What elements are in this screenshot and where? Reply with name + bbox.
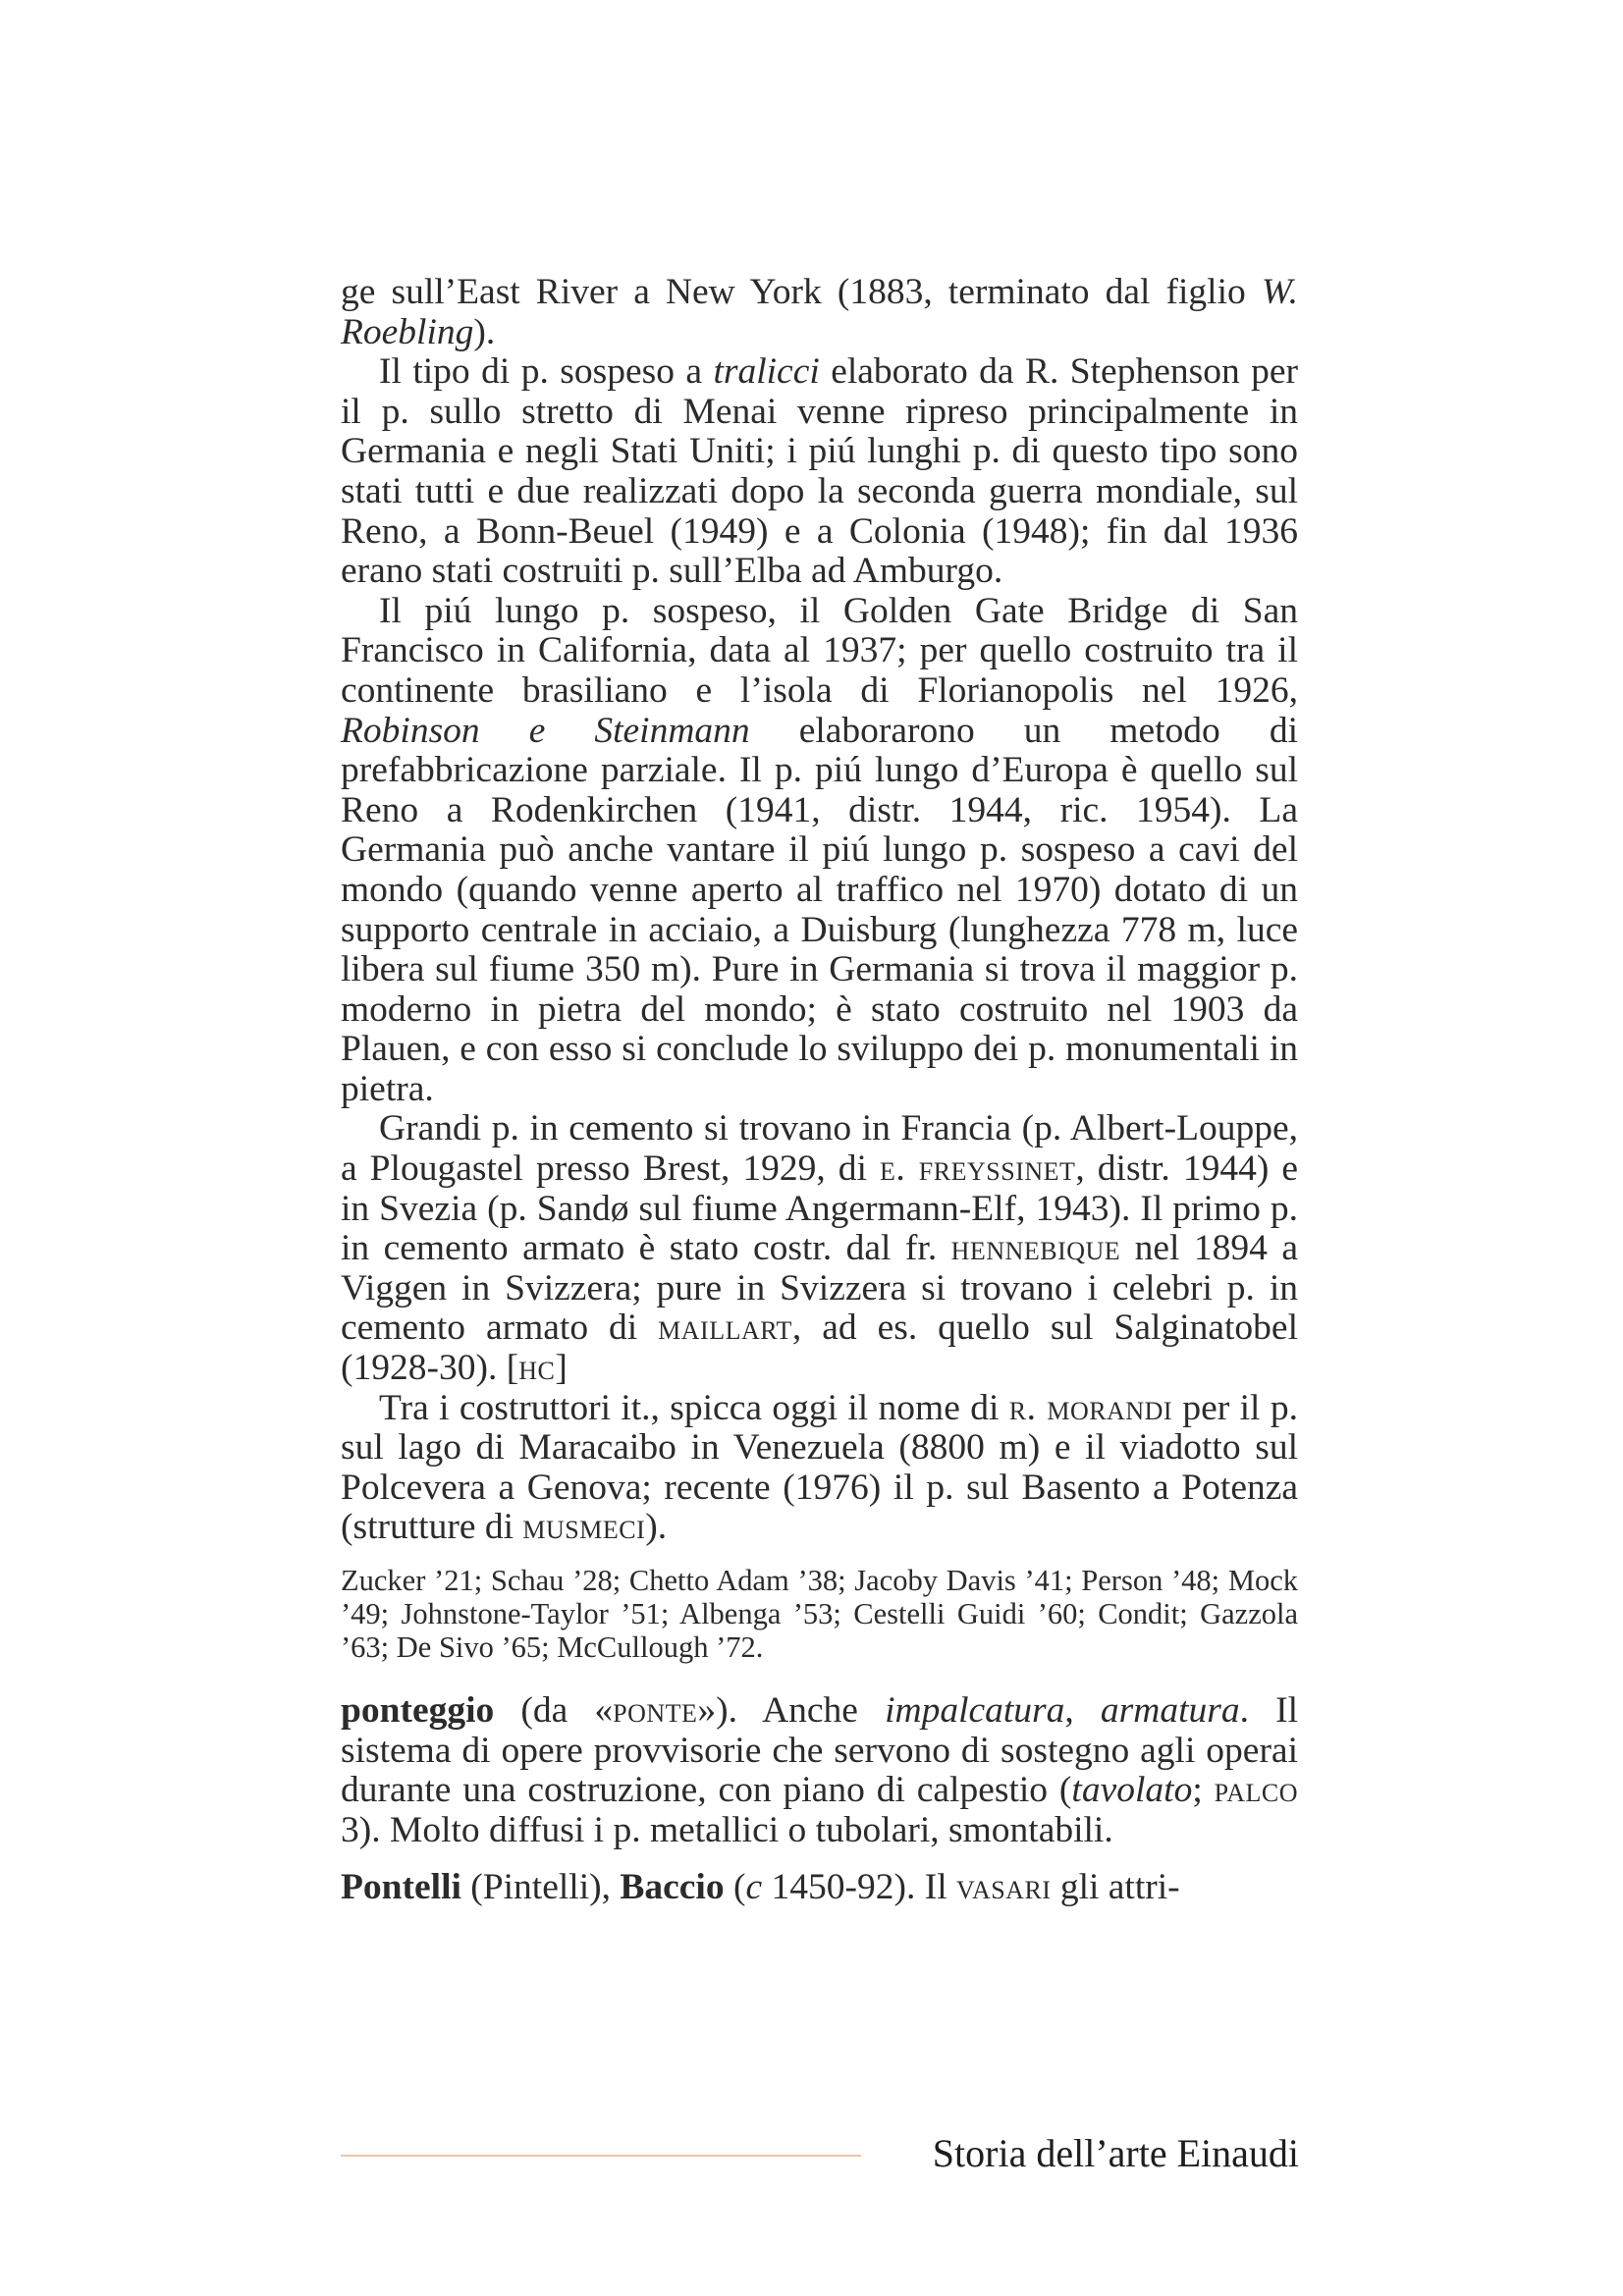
entry-headword: Baccio [620,1867,725,1908]
text-run: , [1064,1690,1101,1731]
text-run: ( [724,1867,746,1908]
text-run: »). Anche [697,1690,886,1731]
text-run: nel 1894 a Viggen in Svizzera; pure in Svizzera si trovano i celebri p. in cemento armato di [341,1228,1298,1349]
italic-run: tralicci [713,351,820,393]
bibliography-references: Zucker ’21; Schau ’28; Chetto Adam ’38; Jacoby Davis ’41; Person ’48; Mock ’49; Johnstone-Taylor ’51; Albenga ’53; Cestelli Guidi ’60; Condit; Gazzola ’63; De Sivo ’65; McCullough ’72. [341,1564,1298,1664]
text-run: , distr. 1944) e in Svezia (p. Sandø sul fiume Angermann-Elf, 1943). Il primo p. in cemento armato è stato costr. dal fr. [341,1148,1298,1269]
small-caps-run: hennebique [950,1228,1121,1269]
italic-run: tavolato [1071,1770,1193,1811]
text-run: gli attri- [1051,1867,1180,1908]
text-run: 1450-92). Il [762,1867,957,1908]
small-caps-run: maillart [658,1308,792,1349]
text-run: elaborarono un metodo di prefabbricazione parziale. Il p. piú lungo d’Europa è quello sul Reno a Rodenkirchen (1941, distr. 1944, ric. 1954). La Germania può anche vantare il piú lungo p. sospeso a cavi del mondo (quando venne aperto al traffico nel 1970) dotato di un supporto centrale in acciaio, a Duisburg (lunghezza 778 m, luce libera sul fiume 350 m). Pure in Germania si trova il maggior p. moderno in pietra del mondo; è stato costruito nel 1903 da Plauen, e con esso si conclude lo sviluppo dei p. monumentali in pietra. [341,710,1298,1109]
text-run: ). [645,1507,668,1548]
text-run: ; [1192,1770,1215,1811]
entry-pontelli [341,1868,1298,1908]
text-run: . Il sistema di opere provvisorie che servono di sostegno agli operai durante una costruzione, con piano di calpestio ( [341,1690,1298,1811]
small-caps-run: hc [518,1348,556,1389]
paragraph-morandi [341,1389,1298,1548]
text-run: ] [555,1348,568,1389]
italic-run: impalcatura [885,1690,1065,1731]
entry-ponteggio [341,1691,1298,1850]
small-caps-run: vasari [956,1867,1052,1908]
italic-run: Robinson e Steinmann [341,710,750,751]
text-run: (da « [494,1690,614,1731]
text-run: (Pintelli), [460,1867,621,1908]
text-run: Il tipo di p. sospeso a [379,351,714,393]
text-run: ). [473,311,496,352]
italic-run: W. Roebling [341,272,1298,352]
paragraph-golden-gate [341,592,1298,1110]
text-run: Grandi p. in cemento si trovano in Francia (p. Albert-Louppe, a Plougastel presso Brest, 1929, di [341,1108,1298,1190]
entry-headword: Pontelli [341,1867,461,1908]
italic-run: c [745,1867,763,1908]
entry-headword: ponteggio [341,1690,495,1731]
text-run: Il piú lungo p. sospeso, il Golden Gate Bridge di San Francisco in California, data al 1937; per quello costruito tra il continente brasiliano e l’isola di Florianopolis nel 1926, [341,590,1298,711]
text-run: Tra i costruttori it., spicca oggi il nome di [379,1387,1009,1428]
small-caps-run: palco [1214,1770,1298,1811]
text-run: 3). Molto diffusi i p. metallici o tubolari, smontabili. [341,1809,1113,1850]
paragraph-cemento [341,1109,1298,1388]
text-run: per il p. sul lago di Maracaibo in Venezuela (8800 m) e il viadotto sul Polcevera a Genova; recente (1976) il p. sul Basento a Potenza (strutture di [341,1387,1298,1548]
small-caps-run: ponte [613,1690,698,1731]
italic-run: armatura [1100,1690,1240,1731]
text-run: elaborato da R. Stephenson per il p. sullo stretto di Menai venne ripreso principalmente in Germania e negli Stati Uniti; i piú lunghi p. di questo tipo sono stati tutti e due realizzati dopo la seconda guerra mondiale, sul Reno, a Bonn-Beuel (1949) e a Colonia (1948); fin dal 1936 erano stati costruiti p. sull’Elba ad Amburgo. [341,351,1299,592]
paragraph-tralicci [341,352,1298,592]
footer-title: Storia dell’arte Einaudi [932,2131,1299,2175]
paragraph-roebling [341,273,1298,352]
text-run: , ad es. quello sul Salginatobel (1928-30). [ [341,1308,1298,1389]
text-run: ge sull’East River a New York (1883, terminato dal figlio [341,272,1262,312]
small-caps-run: musmeci [522,1507,646,1548]
small-caps-run: e. freyssinet [880,1148,1076,1190]
page-body [341,273,1298,1908]
footer-rule [341,2155,861,2157]
small-caps-run: r. morandi [1008,1387,1173,1428]
